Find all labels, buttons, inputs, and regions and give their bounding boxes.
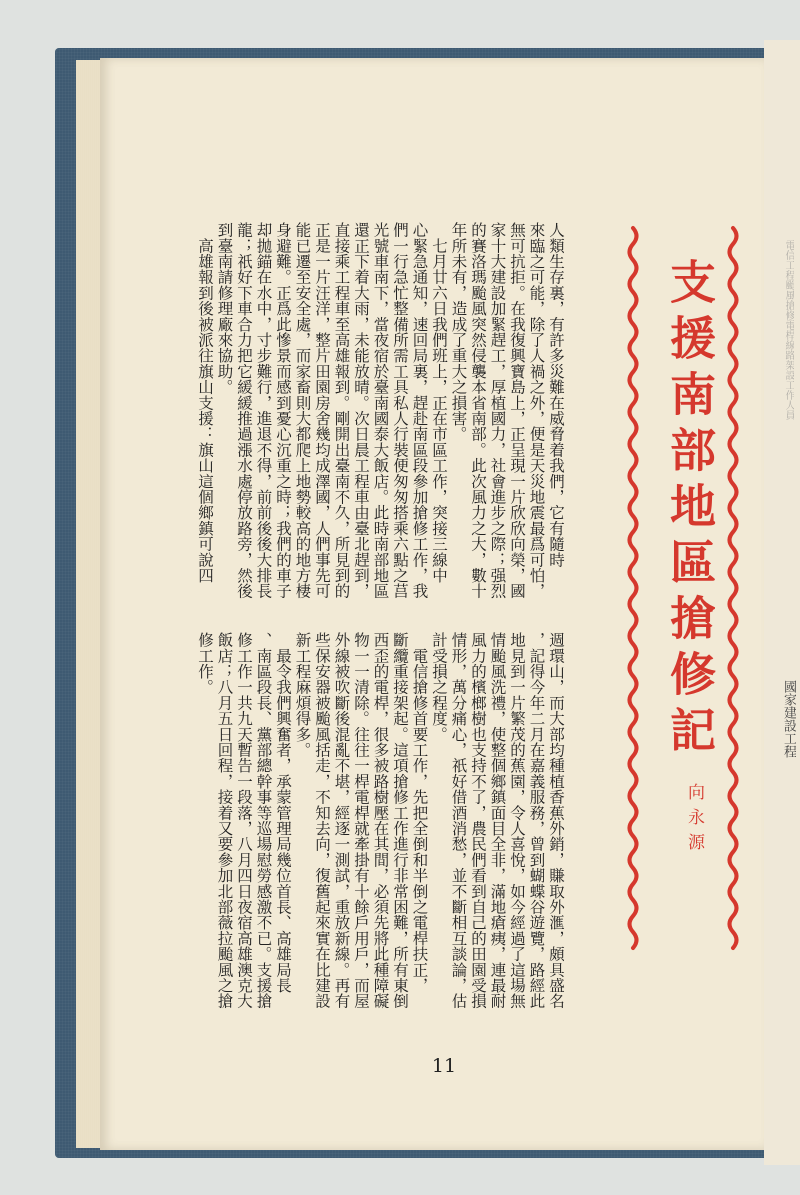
text-column: 光號車南下，當夜宿於臺南國泰大飯店。此時南部地區 [371,222,390,599]
text-column: 斷纜重接架起。這項搶修工作進行非常困難，所有東倒 [391,632,409,1009]
text-column: 週環山，而大部均種植香蕉外銷，賺取外滙，頗具盛名 [547,632,565,1009]
text-column: 外線被吹斷後混亂不堪，經逐一測試，重放新線。再有 [332,632,351,1009]
text-column: 飯店；八月五日回程，接着又要參加北部薇拉颱風之搶 [215,632,234,1009]
text-column: 物一一清除。往往一桿電桿就牽掛有十餘戶用戶，而屋 [352,632,370,1009]
text-column: 電信搶修首要工作，先把全倒和半倒之電桿扶正， [410,632,429,994]
page-edges [76,60,102,1148]
text-column: 們一行急忙整備所需工具私人行裝便匆匆搭乘六點之莒 [391,222,409,599]
text-column: 還正下着大雨，未能放晴。次日晨工程車由臺北趕到， [352,222,370,599]
next-page-text-fragment: 國家建設工程 [781,680,796,758]
text-column: 人類生存裏，有許多災難在威脅着我們，它有隨時 [547,222,565,568]
text-column: ，記得今年二月在嘉義服務，曾到蝴蝶谷遊覽，路經此 [527,632,546,1009]
text-column: 地見到一片繁茂的蕉園，令人喜悅，如今經過了這場無 [508,632,526,1009]
text-column: 情形，萬分痛心，祇好借酒消愁，並不斷相互談論，估 [449,632,468,1009]
text-column: 高雄報到後被派往旗山支援：旗山這個鄉鎮可說四 [196,222,214,584]
text-column: 無可抗拒。在我復興寶島上，正呈現一片欣欣向榮，國 [508,222,526,599]
text-column: 家十大建設加緊趕工，厚植國力，社會進步之際；强烈 [488,222,507,599]
next-page-edge [764,40,800,1165]
text-column: 些保安器被颱風括走，不知去向，復舊起來實在比建設 [313,632,331,1009]
bleed-through-text: 電信工程颱風搶修電桿線路架設工作人員 [783,240,794,420]
text-column: 直接乘工程車至高雄報到。剛開出臺南不久，所見到的 [332,222,351,599]
article-body-upper [150,222,565,620]
article-author: 向永源 [684,783,704,858]
text-column: 到臺南請修理廠來協助。 [215,222,234,395]
text-column: 計受損之程度。 [430,632,448,742]
text-column: 身避難。正爲此慘景而感到憂心沉重之時；我們的車子 [274,222,292,599]
text-column: 來臨之可能，除了人禍之外，便是天災地震最爲可怕， [527,222,546,599]
text-column: 七月廿六日我們班上，正在市區工作，突接三線中 [430,222,448,584]
article-body-lower [150,632,565,1052]
text-column: 最令我們興奮者，承蒙管理局幾位首長、高雄局長 [274,632,292,994]
text-column: 能已遷至安全處，而家畜則大都爬上地勢較高的地方棲 [293,222,312,599]
title-frame [615,218,745,953]
text-column: 西歪的電桿，很多被路樹壓在其間，必須先將此種障礙 [371,632,390,1009]
text-column: 心緊急通知，速回局裏，趕赴南區段參加搶修工作，我 [410,222,429,599]
text-column: 却拋錨在水中，寸步難行，進退不得，前前後後大排長 [254,222,273,599]
text-column: 、南區段長、黨部總幹事等巡場慰勞感激不已。支援搶 [254,632,273,1009]
text-column: 風力的檳榔樹也支持不了，農民們看到自己的田園受損 [469,632,487,1009]
page-number: 11 [431,1055,457,1077]
text-column: 龍；祇好下車合力把它緩緩推過漲水處停放路旁，然後 [235,222,253,599]
text-column: 修工作。 [196,632,214,695]
text-column: 情颱風洗禮，使整個鄉鎮面目全非，滿地瘡痍，連最耐 [488,632,507,1009]
text-column: 年所未有，造成了重大之損害。 [449,222,468,442]
text-column: 正是一片汪洋，整片田園房舍幾均成澤國，人們事先可 [313,222,331,599]
text-column: 修工作一共九天暫告一段落，八月四日夜宿高雄澳克大 [235,632,253,1009]
article-title: 支援南部地區搶修記 [663,258,717,762]
text-column: 的賽洛瑪颱風突然侵襲本省南部。此次風力之大，數十 [469,222,487,599]
text-column: 新工程麻煩得多。 [293,632,312,758]
